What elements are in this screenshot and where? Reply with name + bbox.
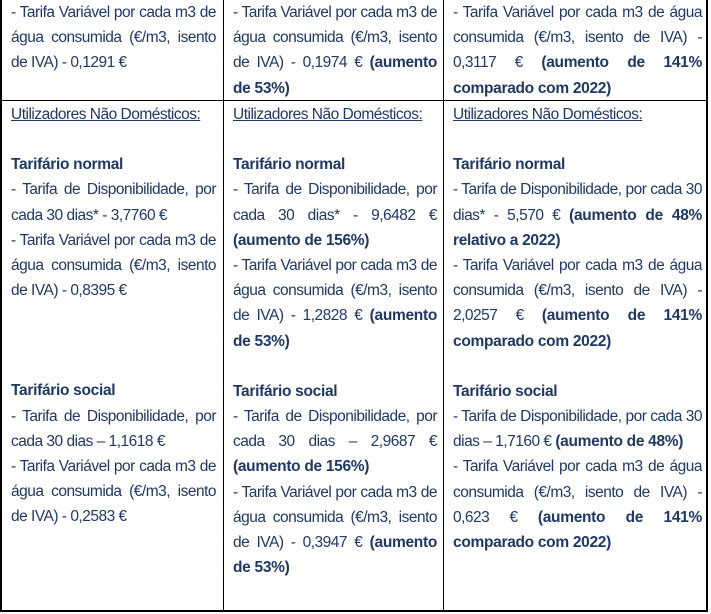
social-variable-text: - Tarifa Variável por cada m3 de água consumida (€/m3, isento de IVA) - 0,623 €: [453, 458, 702, 526]
bottom-cell-2: [224, 102, 444, 580]
social-availability-text: - Tarifa de Disponibilidade, por cada 30 dias – 2,9687 €: [233, 408, 437, 451]
top-cell-2: [224, 0, 444, 101]
social-availability-increase: (aumento de 156%): [233, 458, 370, 476]
normal-variable-increase: (aumento de 141% comparado com 2022): [453, 307, 702, 350]
variable-rate-text: - Tarifa Variável por cada m3 de água consumida (€/m3, isento de IVA) - 0,3117 €: [453, 4, 702, 72]
normal-availability-text: - Tarifa de Disponibilidade, por cada 30 dias* - 9,6482 €: [233, 181, 437, 224]
bottom-cell-3: [444, 102, 709, 555]
normal-variable-increase: (aumento de 53%): [233, 307, 437, 350]
variable-rate-text: - Tarifa Variável por cada m3 de água consumida (€/m3, isento de IVA) - 0,1974 €: [233, 4, 437, 72]
normal-tariff-title: Tarifário normal: [11, 156, 124, 174]
normal-availability-increase: (aumento de 156%): [233, 231, 370, 249]
social-variable-text: - Tarifa Variável por cada m3 de água consumida (€/m3, isento de IVA) - 0,2583 €: [11, 458, 216, 526]
cell-header-text: Utilizadores Não Domésticos:: [453, 106, 643, 123]
normal-tariff-title: Tarifário normal: [233, 156, 346, 174]
table-column-3: [443, 0, 709, 610]
normal-availability-text: - Tarifa de Disponibilidade, por cada 30 dias* - 3,7760 €: [11, 181, 216, 224]
social-variable-increase: (aumento de 141% comparado com 2022): [453, 508, 702, 552]
social-variable-text: - Tarifa Variável por cada m3 de água consumida (€/m3, isento de IVA) - 0,3947 €: [233, 483, 437, 552]
top-cell-3: [444, 0, 709, 101]
top-cell-1: [2, 0, 223, 76]
social-availability-text: - Tarifa de Disponibilidade, por cada 30 dias – 1,1618 €: [11, 407, 216, 450]
variable-rate-increase: (aumento de 141% comparado com 2022): [453, 54, 702, 97]
variable-rate-text: - Tarifa Variável por cada m3 de água consumida (€/m3, isento de IVA) - 0,1291 €: [11, 4, 216, 72]
cell-header: [233, 106, 422, 123]
normal-tariff-title: Tarifário normal: [453, 156, 566, 174]
normal-availability-text: - Tarifa de Disponibilidade, por cada 30 dias* - 5,570 €: [453, 181, 702, 224]
cell-header: [11, 106, 200, 123]
table-column-2: [223, 0, 444, 610]
normal-availability-increase: (aumento de 48% relativo a 2022): [453, 206, 703, 249]
social-tariff-title: Tarifário social: [233, 382, 338, 400]
social-tariff-title: Tarifário social: [453, 382, 558, 400]
cell-header-text: Utilizadores Não Domésticos:: [233, 106, 423, 123]
table-column-1: [2, 0, 223, 610]
bottom-cell-1: [2, 102, 223, 530]
social-availability-text: - Tarifa de Disponibilidade, por cada 30 dias – 1,7160 €: [453, 408, 702, 451]
normal-variable-text: - Tarifa Variável por cada m3 de água consumida (€/m3, isento de IVA) - 2,0257 €: [453, 257, 702, 325]
variable-rate-increase: (aumento de 53%): [233, 54, 437, 97]
cell-header-text: Utilizadores Não Domésticos:: [11, 106, 201, 123]
normal-variable-text: - Tarifa Variável por cada m3 de água consumida (€/m3, isento de IVA) - 0,8395 €: [11, 231, 216, 300]
cell-header: [453, 106, 642, 123]
social-availability-increase: (aumento de 48%): [555, 433, 684, 451]
normal-variable-text: - Tarifa Variável por cada m3 de água consumida (€/m3, isento de IVA) - 1,2828 €: [233, 257, 437, 325]
social-variable-increase: (aumento de 53%): [233, 534, 437, 577]
social-tariff-title: Tarifário social: [11, 382, 116, 400]
